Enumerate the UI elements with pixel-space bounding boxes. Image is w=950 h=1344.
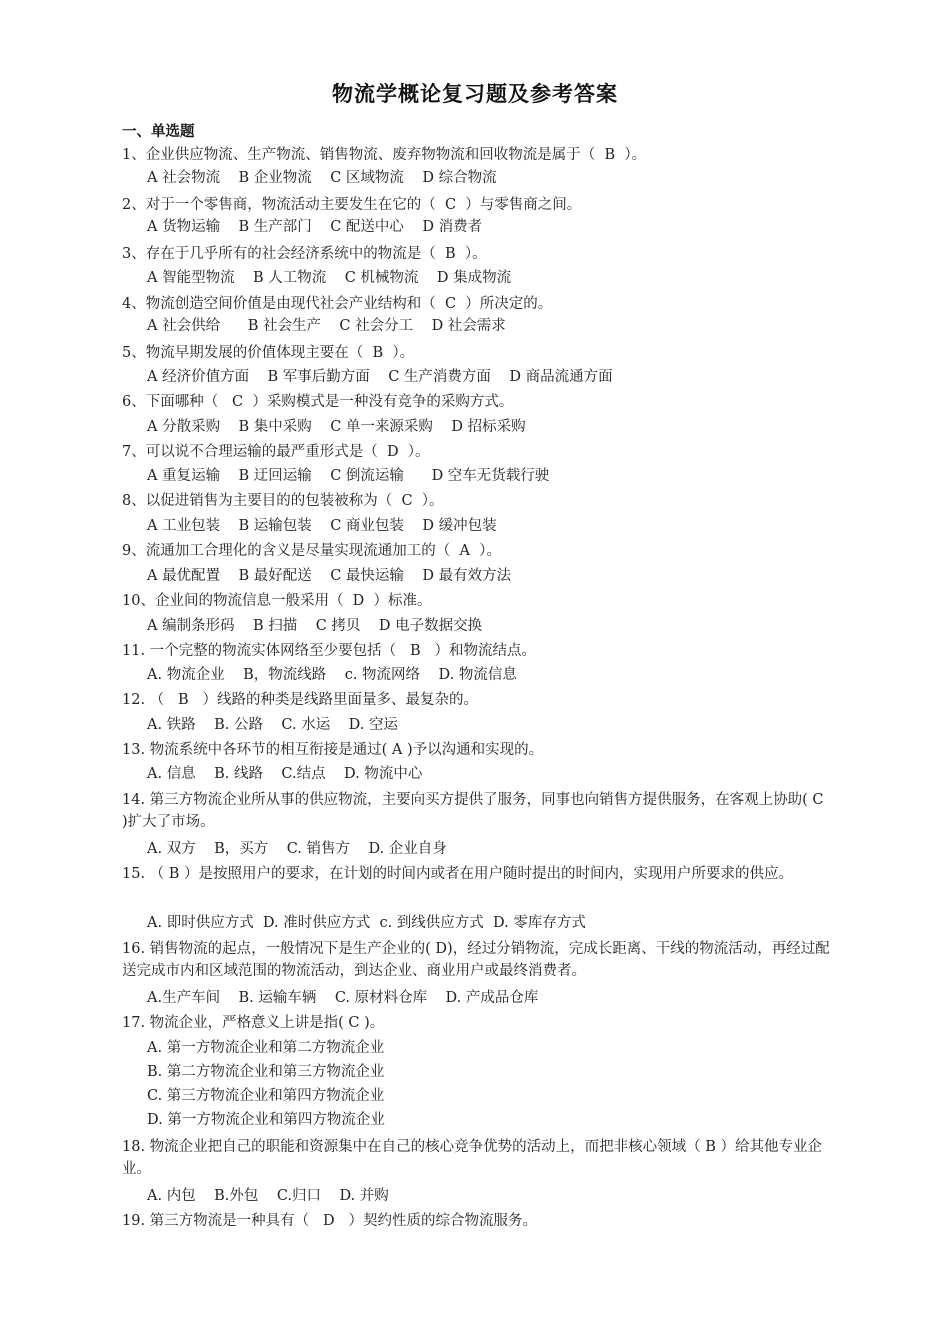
options-9: A 最优配置 B 最好配送 C 最快运输 D 最有效方法 (147, 568, 512, 584)
options-6: A 分散采购 B 集中采购 C 单一来源采购 D 招标采购 (147, 419, 526, 435)
question-4: 4、物流创造空间价值是由现代社会产业结构和（ C ）所决定的。 (122, 296, 553, 312)
options-11: A. 物流企业 B，物流线路 c. 物流网络 D. 物流信息 (147, 667, 517, 683)
question-12: 12. （ B ）线路的种类是线路里面量多、最复杂的。 (122, 692, 478, 708)
options-5: A 经济价值方面 B 军事后勤方面 C 生产消费方面 D 商品流通方面 (147, 369, 613, 385)
question-1: 1、企业供应物流、生产物流、销售物流、废弃物物流和回收物流是属于（ B ）。 (122, 147, 647, 163)
question-6: 6、下面哪种（ C ）采购模式是一种没有竞争的采购方式。 (122, 394, 514, 410)
question-13: 13. 物流系统中各环节的相互衔接是通过( A )予以沟通和实现的。 (122, 742, 544, 758)
options-17-b: B. 第二方物流企业和第三方物流企业 (147, 1064, 385, 1080)
section-heading: 一、单选题 (122, 124, 195, 140)
options-3: A 智能型物流 B 人工物流 C 机械物流 D 集成物流 (147, 270, 512, 286)
options-18: A. 内包 B.外包 C.归口 D. 并购 (147, 1188, 389, 1204)
document-title: 物流学概论复习题及参考答案 (332, 82, 618, 106)
options-17-a: A. 第一方物流企业和第二方物流企业 (147, 1040, 385, 1056)
question-8: 8、以促进销售为主要目的的包装被称为（ C ）。 (122, 493, 444, 509)
options-15: A. 即时供应方式 D. 准时供应方式 c. 到线供应方式 D. 零库存方式 (147, 915, 586, 931)
options-13: A. 信息 B. 线路 C.结点 D. 物流中心 (147, 766, 423, 782)
question-2: 2、对于一个零售商，物流活动主要发生在它的（ C ）与零售商之间。 (122, 197, 582, 213)
options-16: A.生产车间 B. 运输车辆 C. 原材料仓库 D. 产成品仓库 (147, 990, 539, 1006)
question-11: 11. 一个完整的物流实体网络至少要包括（ B ）和物流结点。 (122, 643, 536, 659)
options-7: A 重复运输 B 迂回运输 C 倒流运输 D 空车无货载行驶 (147, 468, 550, 484)
options-17-c: C. 第三方物流企业和第四方物流企业 (147, 1088, 385, 1104)
question-17: 17. 物流企业，严格意义上讲是指( C )。 (122, 1015, 385, 1031)
question-5: 5、物流早期发展的价值体现主要在（ B ）。 (122, 345, 415, 361)
options-8: A 工业包装 B 运输包装 C 商业包装 D 缓冲包装 (147, 518, 497, 534)
question-3: 3、存在于几乎所有的社会经济系统中的物流是（ B ）。 (122, 246, 487, 262)
question-7: 7、可以说不合理运输的最严重形式是（ D ）。 (122, 444, 430, 460)
options-17-d: D. 第一方物流企业和第四方物流企业 (147, 1112, 385, 1128)
options-12: A. 铁路 B. 公路 C. 水运 D. 空运 (147, 717, 398, 733)
options-10: A 编制条形码 B 扫描 C 拷贝 D 电子数据交换 (147, 618, 483, 634)
question-10: 10、企业间的物流信息一般采用（ D ）标准。 (122, 593, 432, 609)
question-14: 14. 第三方物流企业所从事的供应物流，主要向买方提供了服务，同事也向销售方提供服务，在客观上协助( C )扩大了市场。 (122, 792, 824, 830)
question-15: 15. （ B ）是按照用户的要求，在计划的时间内或者在用户随时提出的时间内，实现用户所要求的供应。 (122, 866, 794, 882)
question-18: 18. 物流企业把自己的职能和资源集中在自己的核心竞争优势的活动上，而把非核心领域（ B ）给其他专业企业。 (122, 1139, 823, 1177)
options-4: A 社会供给 B 社会生产 C 社会分工 D 社会需求 (147, 318, 506, 334)
question-9: 9、流通加工合理化的含义是尽量实现流通加工的（ A ）。 (122, 543, 501, 559)
options-2: A 货物运输 B 生产部门 C 配送中心 D 消费者 (147, 219, 483, 235)
question-16: 16. 销售物流的起点，一般情况下是生产企业的( D)，经过分销物流，完成长距离、干线的物流活动，再经过配送完成市内和区域范围的物流活动，到达企业、商业用户或最终消费者。 (122, 941, 830, 979)
options-1: A 社会物流 B 企业物流 C 区域物流 D 综合物流 (147, 170, 497, 186)
options-14: A. 双方 B，买方 C. 销售方 D. 企业自身 (147, 841, 447, 857)
question-19: 19. 第三方物流是一种具有（ D ）契约性质的综合物流服务。 (122, 1213, 537, 1229)
